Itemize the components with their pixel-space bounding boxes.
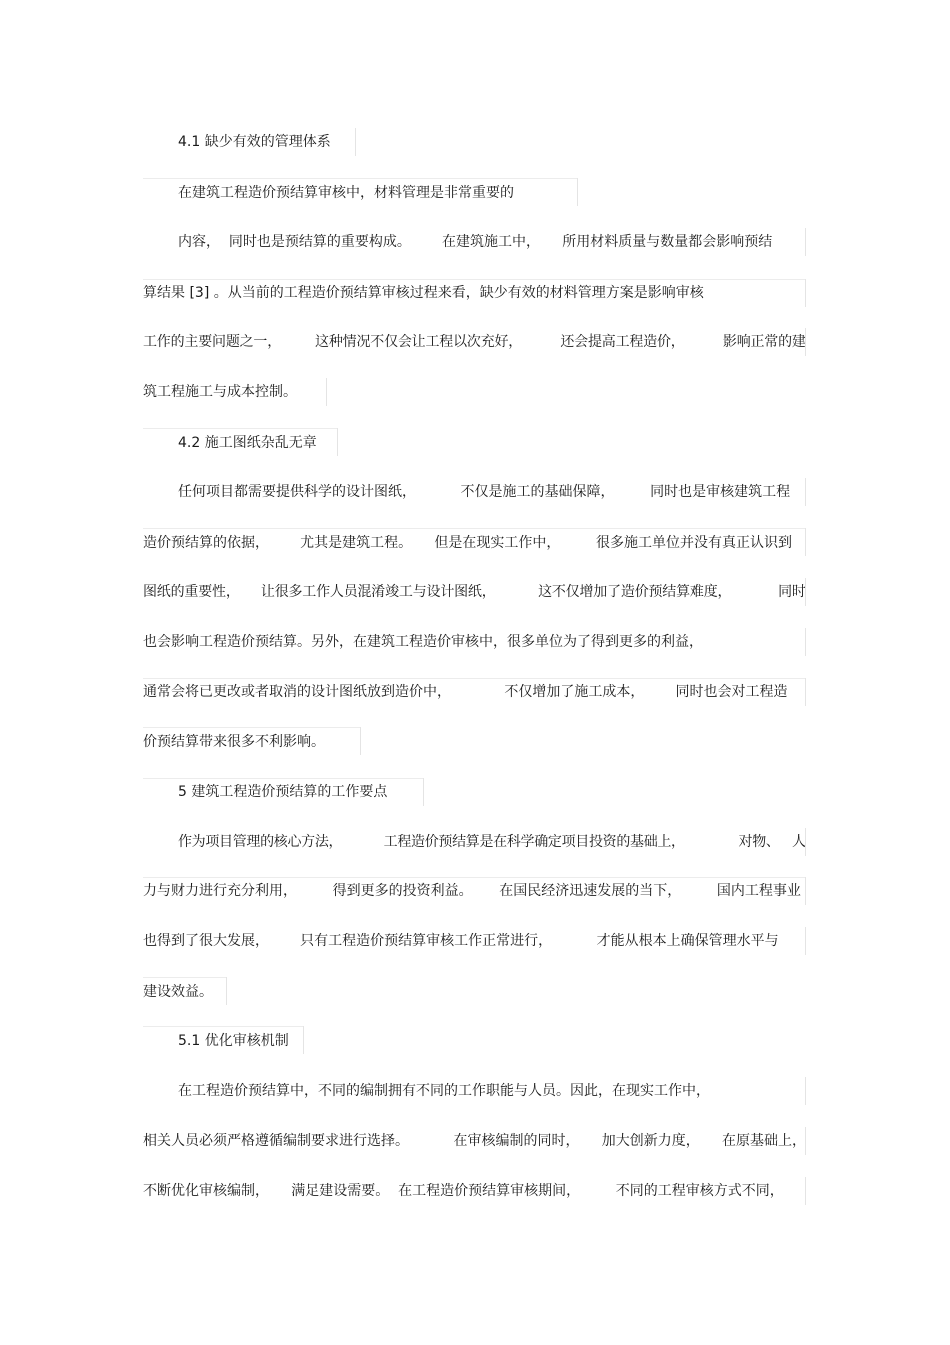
row-divider	[143, 528, 805, 529]
paragraph-line: 不断优化审核编制， 满足建设需要。 在工程造价预结算审核期间， 不同的工程审核方式不同，	[143, 1183, 784, 1199]
paragraph-line: 在工程造价预结算中，不同的编制拥有不同的工作职能与人员。因此，在现实工作中，	[178, 1083, 710, 1099]
column-divider	[355, 128, 356, 156]
paragraph-line: 也得到了很大发展， 只有工程造价预结算审核工作正常进行， 才能从根本上确保管理水平与	[143, 933, 779, 949]
paragraph-line: 筑工程施工与成本控制。	[143, 384, 297, 400]
column-divider	[805, 877, 806, 905]
column-divider	[423, 778, 424, 806]
paragraph-line: 工作的主要问题之一， 这种情况不仅会让工程以次充好， 还会提高工程造价， 影响正常的建	[143, 334, 806, 350]
column-divider	[805, 1077, 806, 1105]
heading-4-2: 4.2 施工图纸杂乱无章	[178, 435, 317, 451]
heading-4-1: 4.1 缺少有效的管理体系	[178, 134, 331, 150]
column-divider	[577, 178, 578, 206]
row-divider	[143, 1026, 304, 1027]
heading-5-1: 5.1 优化审核机制	[178, 1033, 289, 1049]
paragraph-line: 内容， 同时也是预结算的重要构成。 在建筑施工中， 所用材料质量与数量都会影响预结	[178, 234, 773, 250]
column-divider	[337, 428, 338, 456]
row-divider	[143, 877, 805, 878]
column-divider	[303, 1026, 304, 1054]
column-divider	[805, 478, 806, 506]
paragraph-line: 造价预结算的依据， 尤其是建筑工程。 但是在现实工作中， 很多施工单位并没有真正认识到	[143, 535, 793, 551]
column-divider	[360, 727, 361, 755]
paragraph-line: 作为项目管理的核心方法， 工程造价预结算是在科学确定项目投资的基础上， 对物、 人	[178, 834, 806, 850]
column-divider	[805, 279, 806, 307]
column-divider	[805, 528, 806, 556]
paragraph-line: 在建筑工程造价预结算审核中，材料管理是非常重要的	[178, 185, 514, 201]
paragraph-line: 建设效益。	[143, 984, 213, 1000]
row-divider	[143, 977, 227, 978]
column-divider	[326, 378, 327, 406]
column-divider	[805, 927, 806, 955]
heading-5: 5 建筑工程造价预结算的工作要点	[178, 784, 388, 800]
row-divider	[143, 778, 424, 779]
paragraph-line: 通常会将已更改或者取消的设计图纸放到造价中， 不仅增加了施工成本， 同时也会对工程造	[143, 684, 788, 700]
column-divider	[805, 578, 806, 606]
row-divider	[143, 727, 361, 728]
row-divider	[143, 178, 578, 179]
column-divider	[805, 628, 806, 656]
column-divider	[805, 228, 806, 256]
column-divider	[805, 678, 806, 706]
row-divider	[143, 279, 805, 280]
paragraph-line: 相关人员必须严格遵循编制要求进行选择。 在审核编制的同时， 加大创新力度， 在原基础上，	[143, 1133, 807, 1149]
column-divider	[226, 977, 227, 1005]
paragraph-line: 算结果 [3] 。从当前的工程造价预结算审核过程来看，缺少有效的材料管理方案是影响审核	[143, 285, 704, 301]
paragraph-line: 价预结算带来很多不利影响。	[143, 734, 325, 750]
column-divider	[805, 828, 806, 856]
column-divider	[805, 328, 806, 356]
column-divider	[805, 1177, 806, 1205]
row-divider	[143, 678, 805, 679]
paragraph-line: 任何项目都需要提供科学的设计图纸， 不仅是施工的基础保障， 同时也是审核建筑工程	[178, 484, 791, 500]
paragraph-line: 图纸的重要性， 让很多工作人员混淆竣工与设计图纸， 这不仅增加了造价预结算难度， 同时	[143, 584, 806, 600]
column-divider	[805, 1127, 806, 1155]
paragraph-line: 力与财力进行充分利用， 得到更多的投资利益。 在国民经济迅速发展的当下， 国内工程事业	[143, 883, 801, 899]
paragraph-line: 也会影响工程造价预结算。另外，在建筑工程造价审核中，很多单位为了得到更多的利益，	[143, 634, 703, 650]
row-divider	[143, 428, 338, 429]
